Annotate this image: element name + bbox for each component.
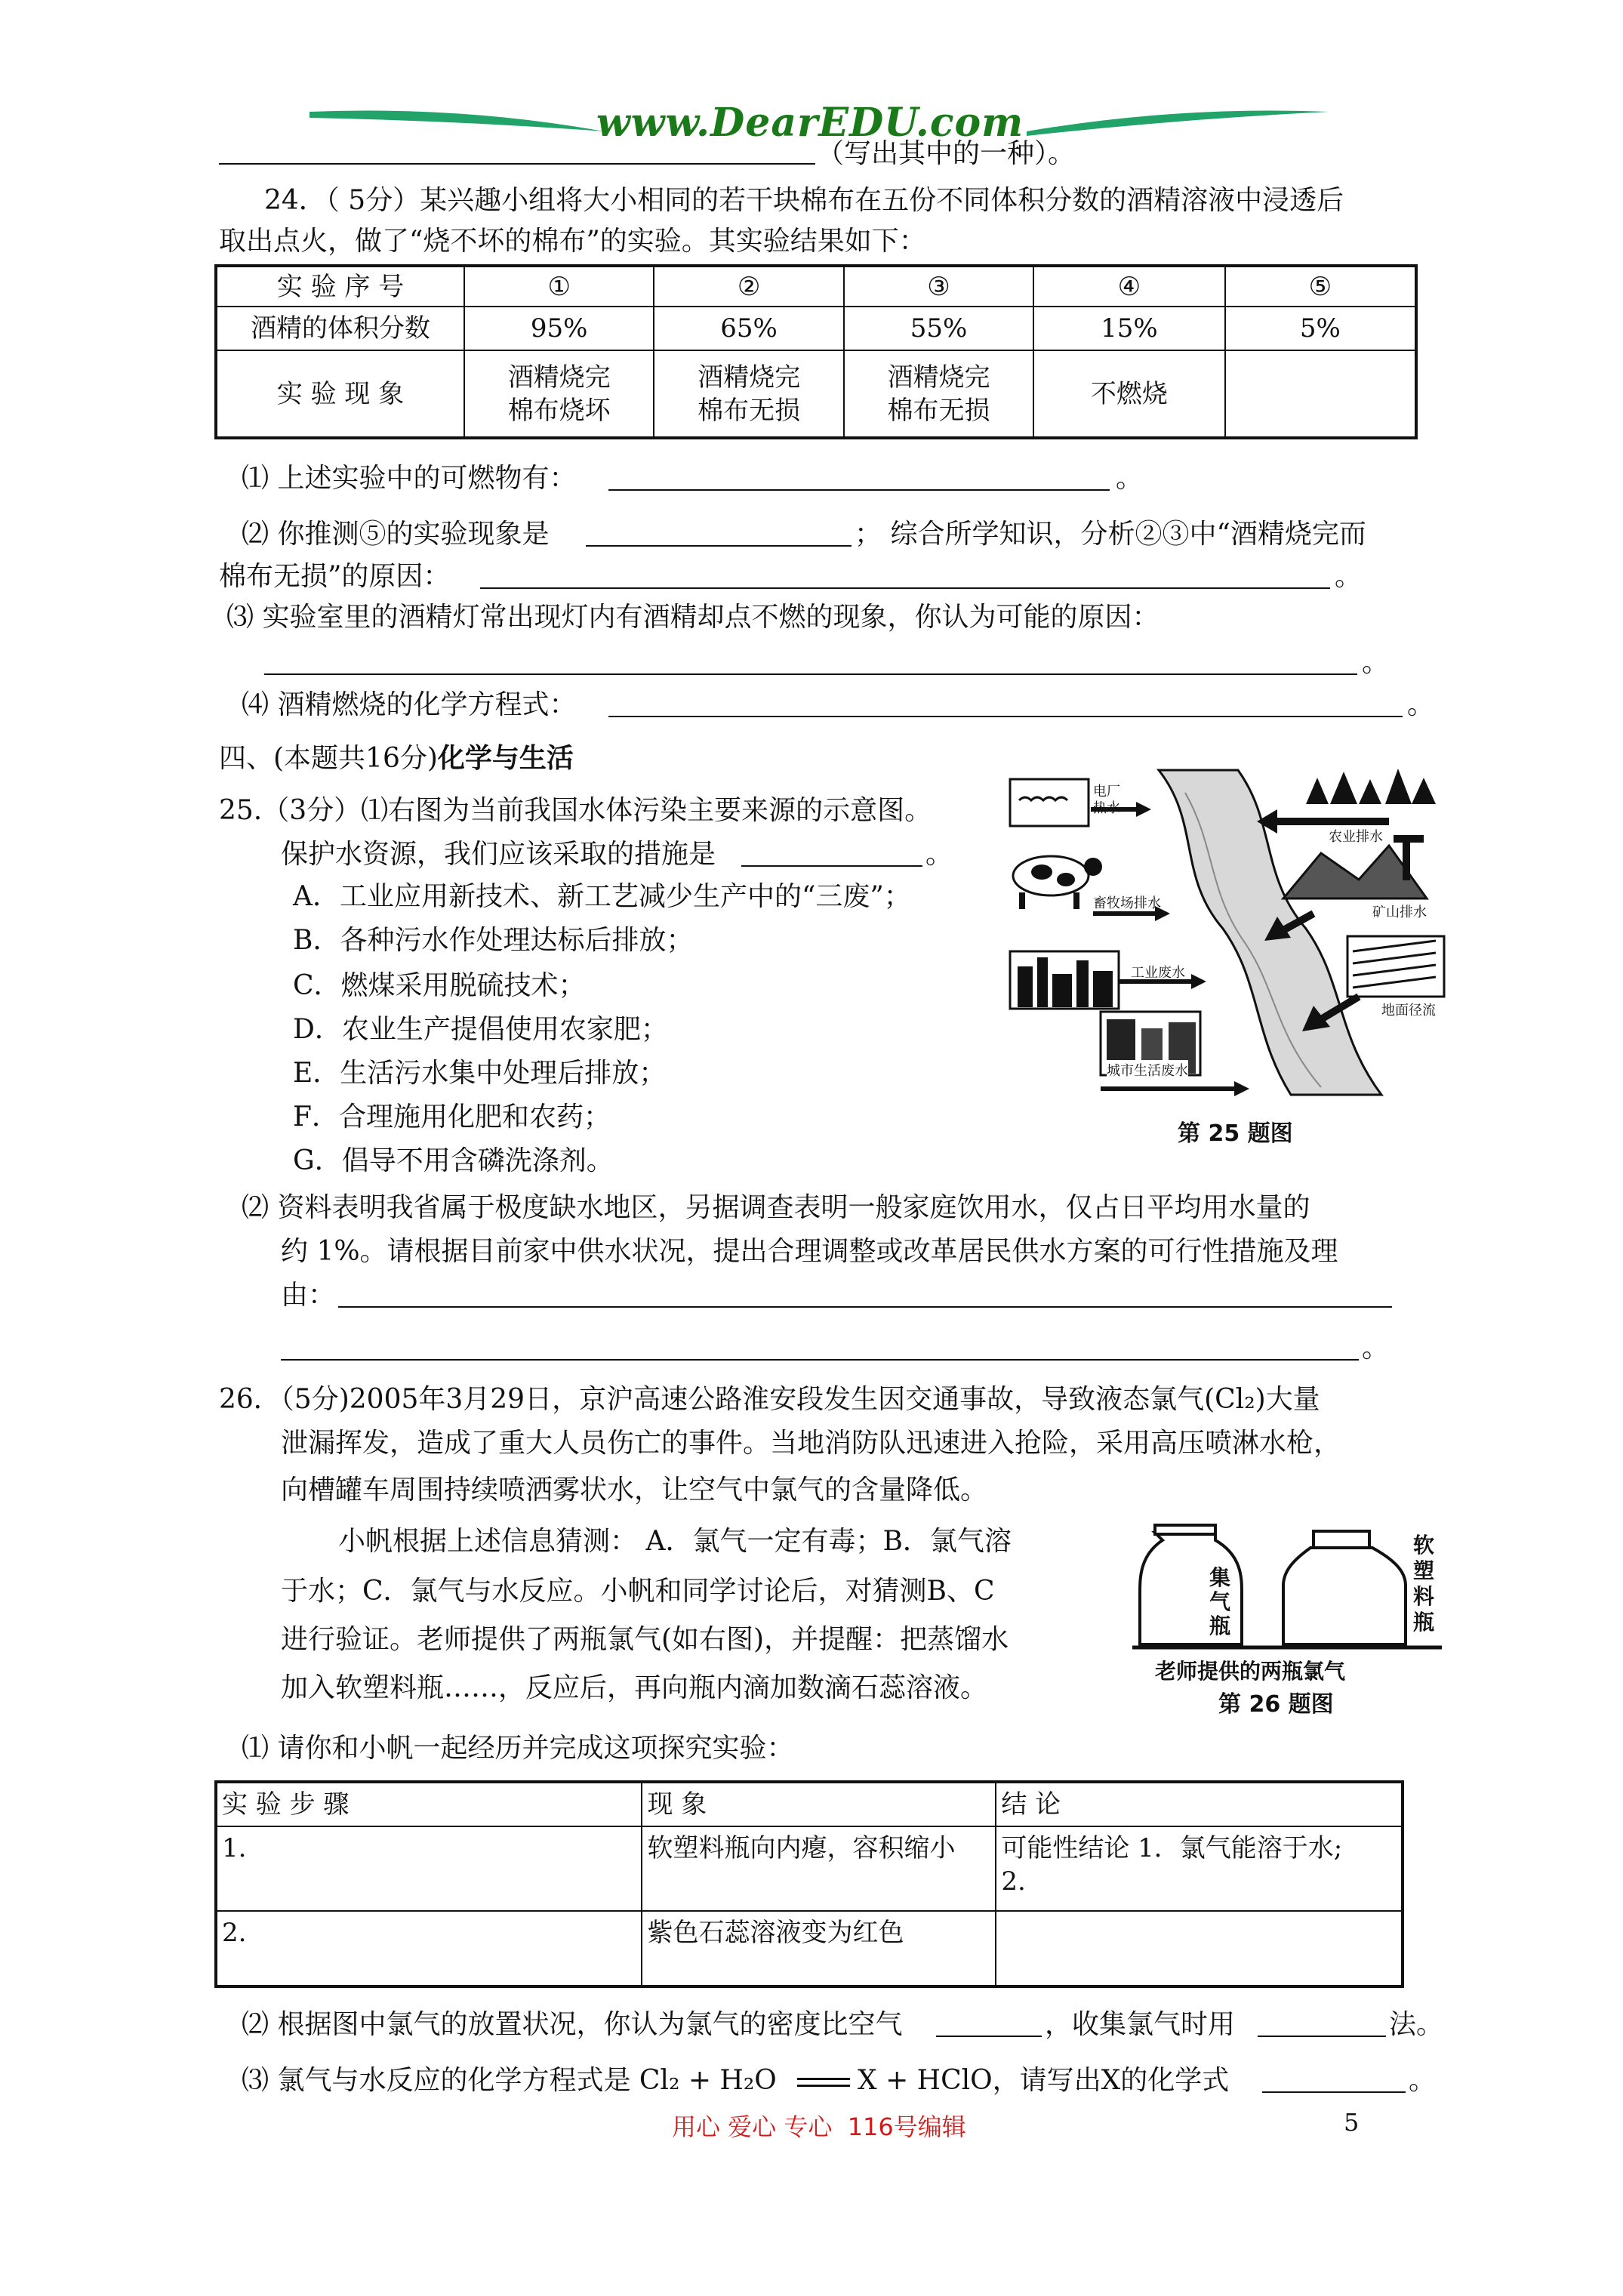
label-mine: 矿山排水 [1372,905,1427,920]
continuation-text: （写出其中的一种）。 [817,138,1076,169]
q25-option-c: C．燃煤采用脱硫技术； [293,970,586,1001]
q25-option-b: B．各种污水作处理达标后排放； [293,925,694,956]
q24-p1: ⑴ 上述实验中的可燃物有： [242,463,577,494]
q25-p2-line2: 约 1%。请根据目前家中供水状况，提出合理调整或改革居民供水方案的可行性措施及理 [281,1236,1338,1267]
q24-p2-end: 。 [1335,561,1363,592]
q24-results-table [214,264,1418,439]
q25-figure-caption: 第 25 题图 [1178,1120,1293,1147]
label-runoff: 地面径流 [1381,1003,1436,1019]
row2-conclusion [996,1911,1403,1986]
q26-p3a: ⑶ 氯气与水反应的化学方程式是 Cl₂ + H₂O [242,2065,777,2096]
phen-1-b: 棉布烧坏 [507,395,611,426]
phen-1-a: 酒精烧完 [507,362,611,393]
fraction-1: 95% [464,307,654,350]
q25-option-d: D．农业生产提倡使用农家肥； [293,1014,668,1045]
site-logo-text: www.DearEDU.com [596,100,1024,146]
pollution-diagram [1004,763,1449,1099]
q24-intro-line2: 取出点火，做了“烧不坏的棉布”的实验。其实验结果如下： [219,226,926,257]
label-industry: 工业废水 [1131,965,1185,981]
q26-p2a: ⑵ 根据图中氯气的放置状况，你认为氯气的密度比空气 [242,2009,903,2040]
label-livestock: 畜牧场排水 [1093,895,1161,911]
equals-sign [797,2078,850,2087]
q25-p2-line3: 由： [281,1280,336,1311]
label-city: 城市生活废水 [1107,1060,1188,1080]
q24-intro-line1: 24．（ 5分）某兴趣小组将大小相同的若干块棉布在五份不同体积分数的酒精溶液中浸透后 [264,185,1344,216]
page-number: 5 [1344,2108,1360,2137]
phen-4-a: 不燃烧 [1090,378,1168,409]
q26-p3-end: 。 [1409,2065,1437,2096]
footer-slogan: 用心 爱心 专心 116号编辑 [672,2113,966,2141]
row-header-seq: 实 验 序 号 [216,266,464,307]
q24-p2b: ； 综合所学知识，分析②③中“酒精烧完而 [855,519,1366,550]
phen-1 [464,350,654,438]
q25-option-f: F．合理施用化肥和农药； [293,1102,611,1133]
q25-option-e: E．生活污水集中处理后排放； [293,1058,667,1089]
q25-option-g: G．倡导不用含磷洗涤剂。 [293,1145,614,1176]
row1-phenomenon: 软塑料瓶向内瘪，容积缩小 [642,1826,996,1911]
q26-p3b: X + HClO，请写出X的化学式 [858,2065,1230,2096]
q25-p2-blank1 [338,1306,1392,1308]
header-swoosh-left [310,98,604,159]
q26-figure-caption2: 第 26 题图 [1218,1691,1334,1718]
q25-p2-blank2 [281,1359,1359,1361]
q26-figure [1132,1518,1442,1669]
q26-line1: 26．（5分)2005年3月29日，京沪高速公路淮安段发生因交通事故，导致液态氯气(Cl₂)大量 [219,1384,1320,1415]
fraction-4: 15% [1033,307,1224,350]
row1-step: 1. [216,1826,642,1911]
phen-3 [844,350,1033,438]
q26-line5: 于水；C．氯气与水反应。小帆和同学讨论后，对猜测B、C [281,1576,995,1607]
q26-line7: 加入软塑料瓶……，反应后，再向瓶内滴加数滴石蕊溶液。 [281,1672,988,1703]
q24-p2a: ⑵ 你推测⑤的实验现象是 [242,519,550,550]
q25-p2-line1: ⑵ 资料表明我省属于极度缺水地区，另据调查表明一般家庭饮用水，仅占日平均用水量的 [242,1192,1310,1223]
phen-3-a: 酒精烧完 [887,362,990,393]
q26-p2-blank2 [1258,2036,1386,2037]
q24-p4-blank [608,716,1403,717]
header-steps: 实 验 步 骤 [216,1782,642,1826]
q24-p2-blank2 [480,587,1330,589]
phen-4 [1033,350,1224,438]
q25-option-a: A．工业应用新技术、新工艺减少生产中的“三废”； [293,881,911,912]
row2-phenomenon: 紫色石蕊溶液变为红色 [642,1911,996,1986]
seq-2: ② [654,266,843,307]
row1-conclusion-b: 2. [1001,1866,1026,1897]
row-header-phenomenon: 实 验 现 象 [216,350,464,438]
q24-p3-end: 。 [1362,647,1390,678]
label-plant: 电厂热水 [1093,784,1120,816]
section4-title [219,741,574,775]
row-header-fraction: 酒精的体积分数 [216,307,464,350]
label-farm: 农业排水 [1329,829,1383,845]
row2-step: 2. [216,1911,642,1986]
q25-line2-end: 。 [925,839,953,870]
row1-conclusion-a: 可能性结论 1．氯气能溶于水; [1001,1833,1343,1863]
q24-p3: ⑶ 实验室里的酒精灯常出现灯内有酒精却点不燃的现象，你认为可能的原因： [226,602,1160,633]
q25-figure [1004,763,1449,1099]
seq-5: ⑤ [1225,266,1416,307]
two-bottles [1132,1518,1442,1669]
q26-line2: 泄漏挥发，造成了重大人员伤亡的事件。当地消防队迅速进入抢险，采用高压喷淋水枪， [281,1428,1341,1459]
q26-line6: 进行验证。老师提供了两瓶氯气(如右图)，并提醒：把蒸馏水 [281,1624,1009,1655]
q24-p1-blank [608,489,1110,491]
header-conclusion: 结 论 [996,1782,1403,1826]
q25-line2: 保护水资源，我们应该采取的措施是 [281,839,716,870]
seq-4: ④ [1033,266,1224,307]
q25-line1: 25.（3分）⑴右图为当前我国水体污染主要来源的示意图。 [219,795,932,826]
q26-line3: 向槽罐车周围持续喷洒雾状水，让空气中氯气的含量降低。 [281,1475,988,1505]
fraction-2: 65% [654,307,843,350]
q26-p2-blank1 [936,2036,1042,2037]
fraction-5: 5% [1225,307,1416,350]
seq-1: ① [464,266,654,307]
phen-3-b: 棉布无损 [887,395,990,426]
header [0,98,1623,159]
label-soft-bottle: 软塑料瓶 [1413,1533,1435,1635]
continuation-blank [219,163,815,165]
q26-p2b: ，收集氯气时用 [1045,2009,1236,2040]
q24-p2c: 棉布无损”的原因： [219,561,451,592]
q24-p2-blank1 [586,545,852,547]
phen-2 [654,350,843,438]
q26-p3-blank [1262,2091,1406,2093]
phen-5 [1225,350,1416,438]
header-phenomenon: 现 象 [642,1782,996,1826]
q26-p1: ⑴ 请你和小帆一起经历并完成这项探究实验： [242,1733,794,1764]
q25-p2-end: 。 [1362,1333,1390,1364]
phen-2-b: 棉布无损 [698,395,801,426]
q24-p1-end: 。 [1116,463,1144,494]
section4-title-a: 四、(本题共16分) [219,743,438,774]
row1-conclusion [996,1826,1403,1911]
fraction-3: 55% [844,307,1033,350]
seq-3: ③ [844,266,1033,307]
phen-2-a: 酒精烧完 [698,362,801,393]
q25-blank [741,865,922,867]
q26-p2c: 法。 [1389,2009,1444,2040]
section4-title-b: 化学与生活 [437,742,574,774]
q24-p4-end: 。 [1407,689,1435,720]
label-gas-bottle: 集气瓶 [1209,1565,1231,1638]
q26-experiment-table [214,1780,1404,1988]
q26-line4: 小帆根据上述信息猜测： A．氯气一定有毒；B．氯气溶 [338,1526,1012,1557]
q24-p4: ⑷ 酒精燃烧的化学方程式： [242,689,577,720]
q26-figure-caption1: 老师提供的两瓶氯气 [1155,1659,1346,1684]
q24-p3-blank [264,673,1357,675]
